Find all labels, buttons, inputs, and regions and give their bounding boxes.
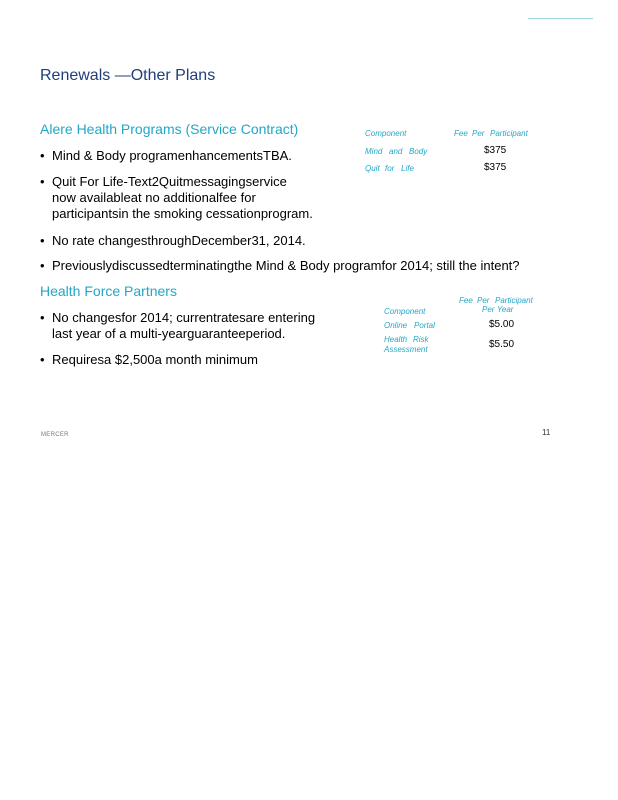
table-header-participant: Participant	[490, 129, 528, 138]
bullet-continuation: last year of a multi-yearguaranteeperiod.	[52, 326, 286, 341]
bullet-dot-icon: •	[40, 352, 45, 367]
table-cell: and	[389, 147, 403, 156]
table-cell: Health	[384, 335, 408, 344]
bullet-continuation: now availableat no additionalfee for	[52, 190, 256, 205]
table-cell: Quit	[365, 164, 380, 173]
table-cell: Assessment	[384, 345, 428, 354]
table-header-per: Per	[472, 129, 485, 138]
section-heading-alere: Alere Health Programs (Service Contract)	[40, 121, 299, 137]
bullet-dot-icon: •	[40, 148, 45, 163]
table-header-component: Component	[384, 307, 426, 316]
table-header-per: Per	[477, 296, 490, 305]
table-value: $375	[484, 145, 507, 156]
page-title: Renewals —Other Plans	[40, 67, 216, 84]
bullet-continuation: participantsin the smoking cessationprogram.	[52, 206, 313, 221]
table-header-participant: Participant	[495, 296, 533, 305]
table-header-per: Per	[482, 305, 495, 314]
table-cell: for	[385, 164, 395, 173]
table-cell: Body	[409, 147, 428, 156]
table-header-fee: Fee	[459, 296, 473, 305]
table-cell: Mind	[365, 147, 383, 156]
table-header-component: Component	[365, 129, 407, 138]
table-header-year: Year	[497, 305, 514, 314]
table-cell: Risk	[413, 335, 429, 344]
table-header-fee: Fee	[454, 129, 468, 138]
bullet-dot-icon: •	[40, 258, 45, 273]
bullet-dot-icon: •	[40, 174, 45, 189]
table-value: $375	[484, 162, 507, 173]
table-cell: Portal	[414, 321, 435, 330]
header-accent-line	[528, 18, 593, 19]
table-value: $5.50	[489, 339, 515, 350]
page-number: 11	[542, 428, 551, 437]
table-value: $5.00	[489, 319, 515, 330]
footer-logo-text: MERCER	[41, 432, 69, 438]
table-cell: Online	[384, 321, 408, 330]
bullet-dot-icon: •	[40, 233, 45, 248]
table-cell: Life	[401, 164, 414, 173]
section-heading-health-force: Health Force Partners	[40, 283, 177, 299]
bullet-dot-icon: •	[40, 310, 45, 325]
